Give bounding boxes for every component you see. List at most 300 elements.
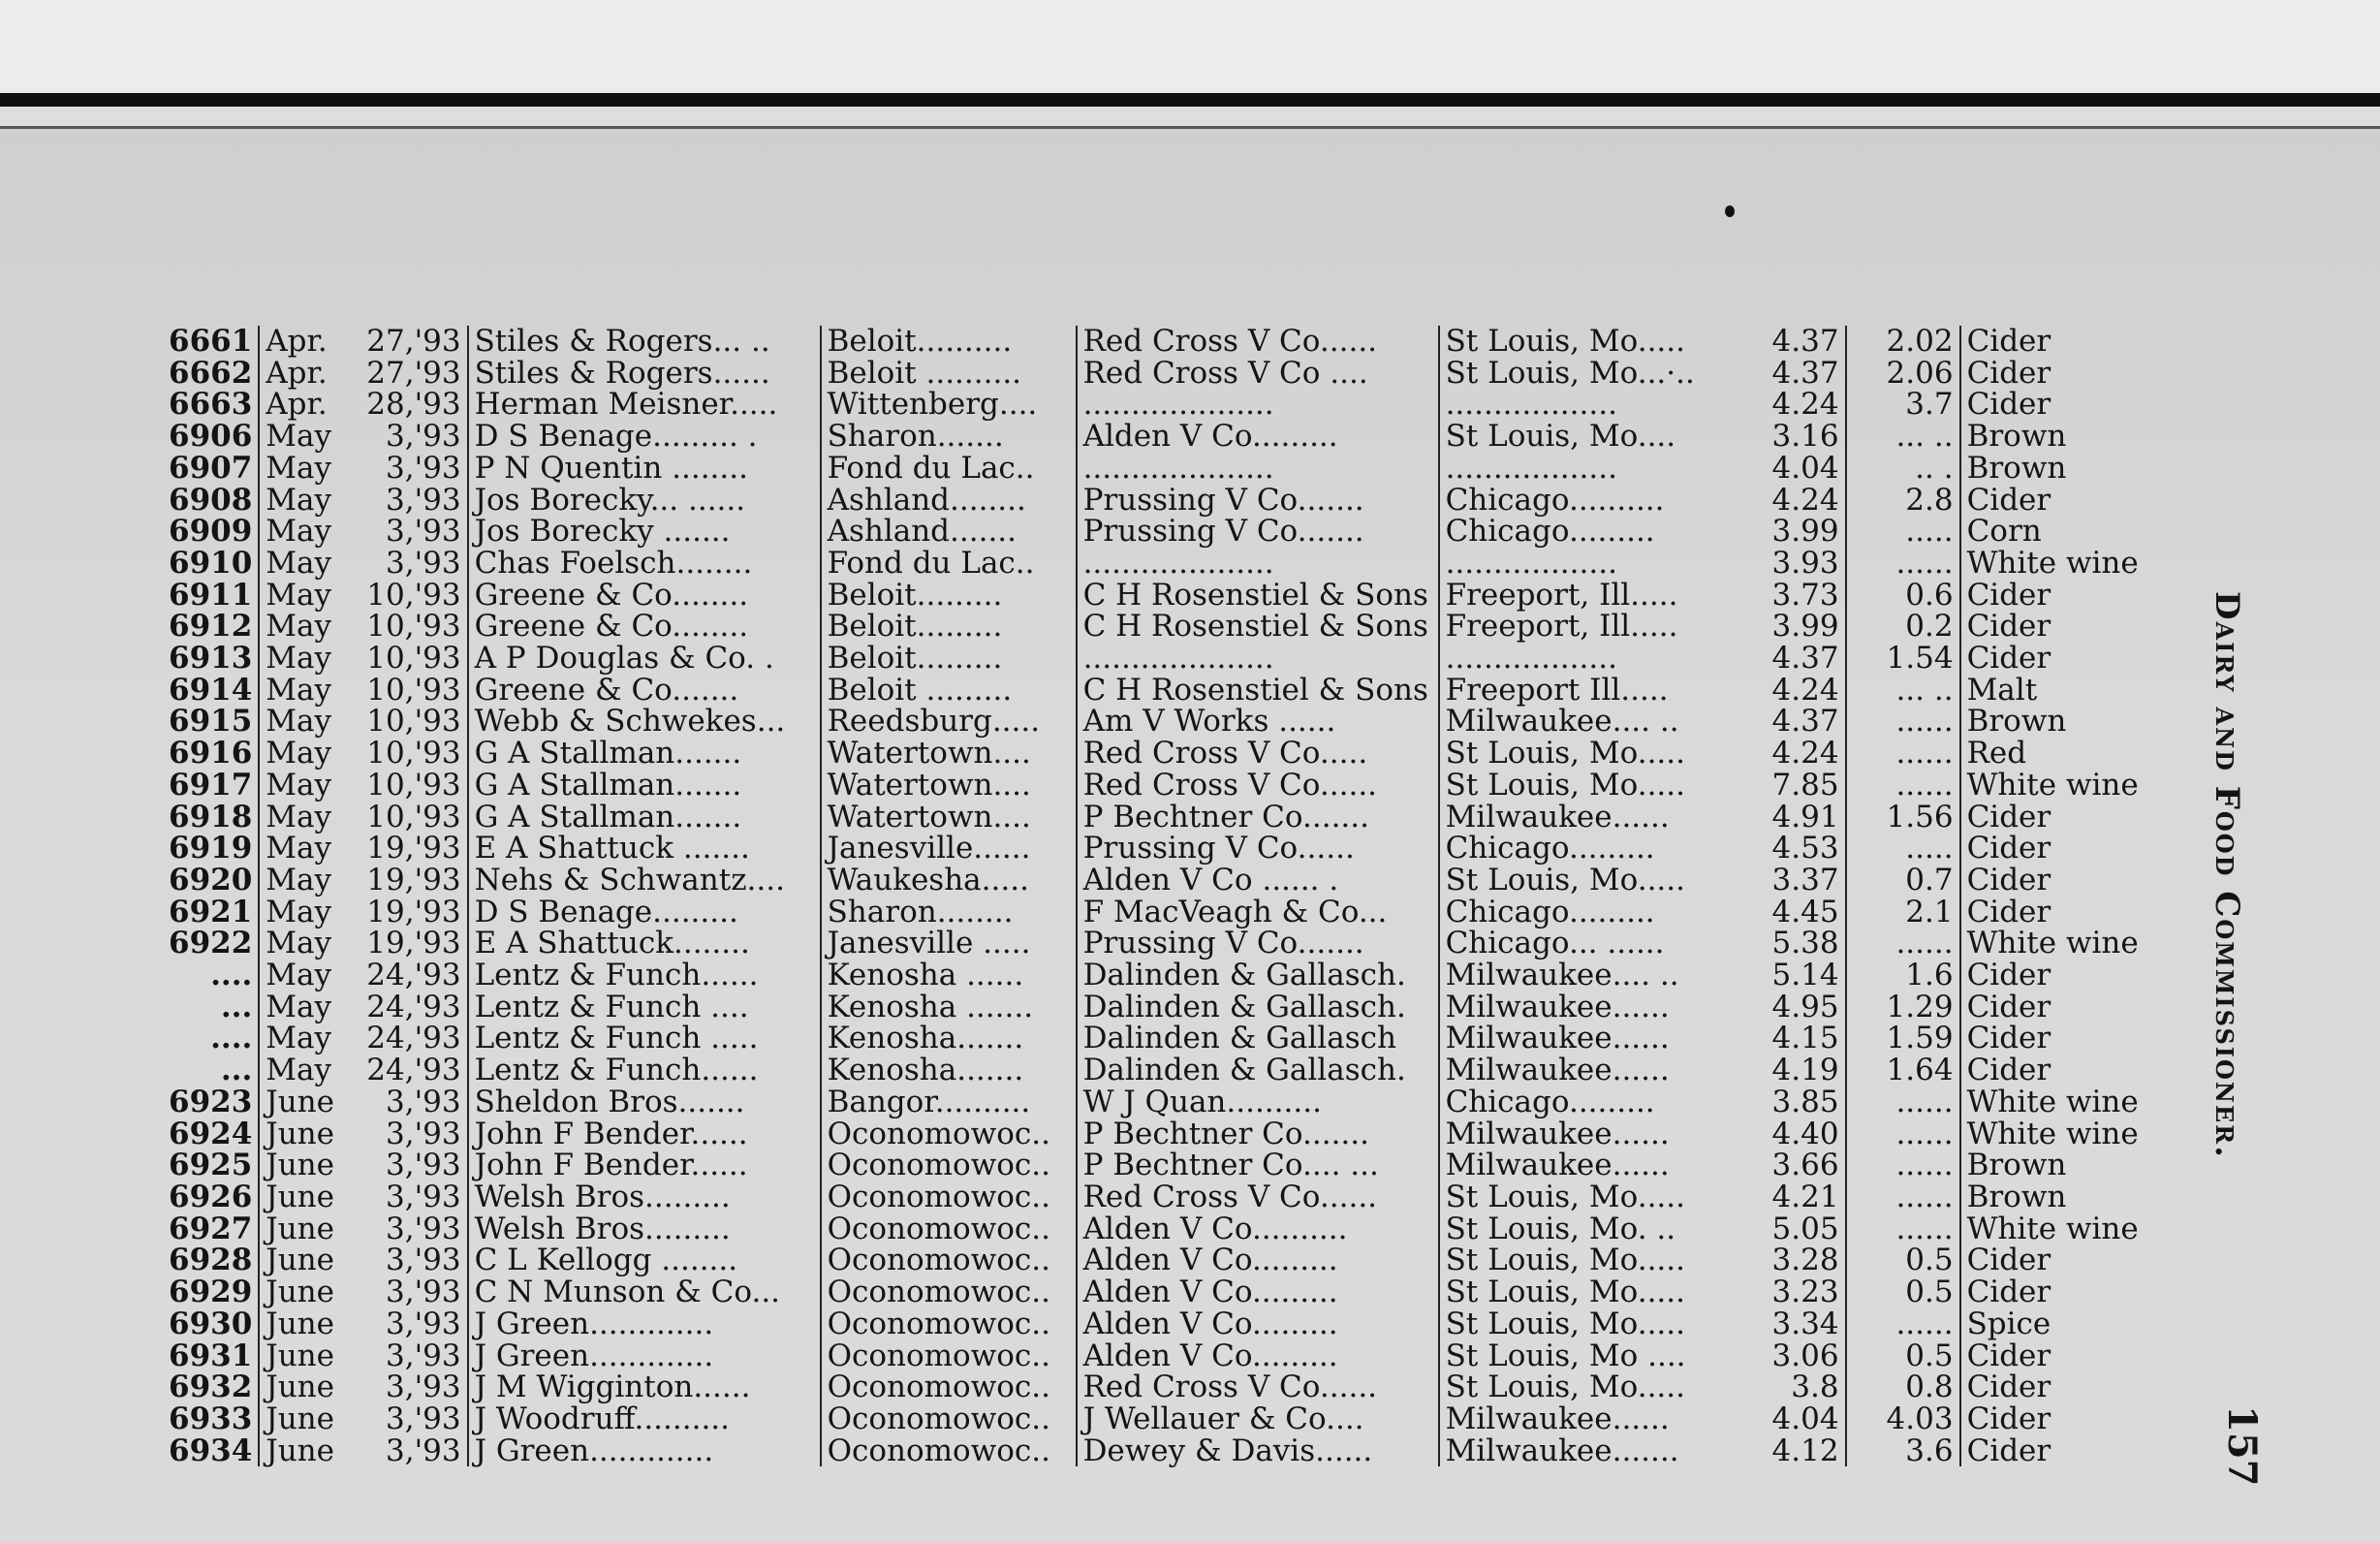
- sample-number: 6929: [163, 1276, 259, 1308]
- date-month: May: [266, 577, 332, 613]
- table-row: [163, 928, 2225, 960]
- manufacturer-name: Red Cross V Co......: [1077, 770, 1439, 802]
- date-day: 19,'93: [360, 833, 467, 865]
- dealer-name: C N Munson & Co...: [468, 1276, 821, 1308]
- date-day: 3,'93: [360, 1213, 467, 1245]
- vinegar-kind: Brown: [1966, 704, 2067, 740]
- vinegar-kind: White wine: [1966, 1084, 2139, 1119]
- value-first: 4.24: [1733, 389, 1846, 421]
- manufacturer-name: Alden V Co.........: [1077, 421, 1439, 453]
- value-second: 1.6: [1846, 960, 1960, 992]
- date-day: 3,'93: [360, 453, 467, 485]
- table-row: [163, 611, 2225, 643]
- dealer-town: Kenosha .......: [821, 992, 1077, 1023]
- table-row: [163, 1118, 2225, 1150]
- date-day: 3,'93: [360, 1308, 467, 1340]
- value-first: 3.73: [1733, 580, 1846, 612]
- value-first: 4.15: [1733, 1023, 1846, 1055]
- date-day: 3,'93: [360, 1118, 467, 1150]
- date-day: 24,'93: [360, 1023, 467, 1055]
- value-second: 2.8: [1846, 485, 1960, 517]
- vinegar-kind: Brown: [1966, 1179, 2067, 1214]
- dealer-name: Greene & Co.......: [468, 675, 821, 707]
- dealer-name: Jos Borecky .......: [468, 516, 821, 548]
- date-day: 3,'93: [360, 548, 467, 580]
- date-month: June: [266, 1275, 334, 1310]
- table-row: [163, 960, 2225, 992]
- date-day: 3,'93: [360, 421, 467, 453]
- date-day: 3,'93: [360, 1371, 467, 1403]
- sample-number: 6915: [163, 706, 259, 738]
- value-second: 0.6: [1846, 580, 1960, 612]
- manufacturer-name: Alden V Co.........: [1077, 1308, 1439, 1340]
- date-month: May: [266, 450, 332, 486]
- manufacturer-name: ....................: [1077, 453, 1439, 485]
- dealer-name: J Green.............: [468, 1435, 821, 1467]
- sample-ledger-table: [163, 326, 2225, 1466]
- manufacturer-name: Dewey & Davis......: [1077, 1435, 1439, 1467]
- dealer-name: Chas Foelsch........: [468, 548, 821, 580]
- manufacturer-name: J Wellauer & Co....: [1077, 1403, 1439, 1435]
- table-row: [163, 1181, 2225, 1213]
- manufacturer-address: Freeport, Ill.....: [1445, 577, 1678, 613]
- dealer-name: Herman Meisner.....: [468, 389, 821, 421]
- value-second: 2.02: [1846, 326, 1960, 358]
- manufacturer-address: ..................: [1445, 545, 1617, 581]
- value-second: ... ..: [1846, 675, 1960, 707]
- manufacturer-address: St Louis, Mo. ..: [1445, 1211, 1676, 1246]
- value-second: 2.06: [1846, 358, 1960, 390]
- manufacturer-name: Red Cross V Co......: [1077, 1181, 1439, 1213]
- date-day: 10,'93: [360, 643, 467, 675]
- manufacturer-address: Milwaukee.... ..: [1445, 958, 1679, 993]
- value-second: 1.29: [1846, 992, 1960, 1023]
- sample-number: 6906: [163, 421, 259, 453]
- table-row: [163, 675, 2225, 707]
- date-day: 3,'93: [360, 1181, 467, 1213]
- dealer-town: Oconomowoc..: [821, 1308, 1077, 1340]
- manufacturer-address: St Louis, Mo.....: [1445, 324, 1685, 359]
- table-row: [163, 326, 2225, 358]
- manufacturer-name: Prussing V Co.......: [1077, 516, 1439, 548]
- value-second: 1.64: [1846, 1055, 1960, 1086]
- manufacturer-name: Dalinden & Gallasch.: [1077, 1055, 1439, 1086]
- date-month: May: [266, 1053, 332, 1088]
- date-day: 3,'93: [360, 485, 467, 517]
- dealer-town: Janesville .....: [821, 928, 1077, 960]
- manufacturer-address: Milwaukee.......: [1445, 1433, 1679, 1468]
- date-day: 27,'93: [360, 358, 467, 390]
- vinegar-kind: Cider: [1966, 609, 2051, 645]
- manufacturer-address: St Louis, Mo.....: [1445, 767, 1685, 803]
- value-second: 0.7: [1846, 865, 1960, 897]
- manufacturer-name: P Bechtner Co.......: [1077, 802, 1439, 834]
- manufacturer-name: Prussing V Co.......: [1077, 928, 1439, 960]
- dealer-town: Kenosha.......: [821, 1023, 1077, 1055]
- dealer-town: Kenosha ......: [821, 960, 1077, 992]
- value-second: 1.56: [1846, 802, 1960, 834]
- dealer-town: Waukesha.....: [821, 865, 1077, 897]
- date-day: 10,'93: [360, 580, 467, 612]
- value-first: 4.95: [1733, 992, 1846, 1023]
- table-row: [163, 1435, 2225, 1467]
- dealer-town: Oconomowoc..: [821, 1276, 1077, 1308]
- date-day: 28,'93: [360, 389, 467, 421]
- manufacturer-address: Chicago.........: [1445, 831, 1655, 866]
- sample-number: 6913: [163, 643, 259, 675]
- value-second: 0.5: [1846, 1340, 1960, 1372]
- dealer-town: Oconomowoc..: [821, 1149, 1077, 1181]
- vinegar-kind: White wine: [1966, 1116, 2139, 1151]
- table-row: [163, 1371, 2225, 1403]
- vinegar-kind: Cider: [1966, 324, 2051, 359]
- value-first: 4.37: [1733, 643, 1846, 675]
- vinegar-kind: Brown: [1966, 419, 2067, 455]
- dealer-town: Oconomowoc..: [821, 1403, 1077, 1435]
- sample-number: 6932: [163, 1371, 259, 1403]
- manufacturer-address: Freeport Ill.....: [1445, 672, 1669, 708]
- vinegar-kind: Cider: [1966, 577, 2051, 613]
- value-second: ......: [1846, 770, 1960, 802]
- dealer-town: Kenosha.......: [821, 1055, 1077, 1086]
- date-month: May: [266, 799, 332, 834]
- manufacturer-address: St Louis, Mo ....: [1445, 1338, 1686, 1373]
- sample-number: 6920: [163, 865, 259, 897]
- table-row: [163, 453, 2225, 485]
- vinegar-kind: Cider: [1966, 355, 2051, 391]
- dealer-town: Fond du Lac..: [821, 548, 1077, 580]
- sample-number: 6925: [163, 1149, 259, 1181]
- sample-number: 6926: [163, 1181, 259, 1213]
- sample-number: 6924: [163, 1118, 259, 1150]
- manufacturer-name: Alden V Co..........: [1077, 1213, 1439, 1245]
- dealer-name: A P Douglas & Co. .: [468, 643, 821, 675]
- date-month: June: [266, 1401, 334, 1436]
- table-row: [163, 738, 2225, 770]
- value-second: ......: [1846, 1086, 1960, 1118]
- value-second: 1.59: [1846, 1023, 1960, 1055]
- date-day: 10,'93: [360, 611, 467, 643]
- date-day: 19,'93: [360, 865, 467, 897]
- manufacturer-name: Alden V Co.........: [1077, 1276, 1439, 1308]
- date-day: 24,'93: [360, 960, 467, 992]
- date-day: 3,'93: [360, 1403, 467, 1435]
- sample-number: 6662: [163, 358, 259, 390]
- value-second: ......: [1846, 1181, 1960, 1213]
- dealer-town: Beloit.........: [821, 580, 1077, 612]
- manufacturer-name: Am V Works ......: [1077, 706, 1439, 738]
- manufacturer-address: St Louis, Mo.....: [1445, 1370, 1685, 1405]
- sample-number: 6911: [163, 580, 259, 612]
- dealer-name: P N Quentin ........: [468, 453, 821, 485]
- vinegar-kind: Cider: [1966, 1370, 2051, 1405]
- vinegar-kind: Cider: [1966, 989, 2051, 1024]
- vinegar-kind: Brown: [1966, 450, 2067, 486]
- sample-number: 6907: [163, 453, 259, 485]
- manufacturer-address: St Louis, Mo.....: [1445, 1243, 1685, 1278]
- date-month: May: [266, 736, 332, 772]
- dealer-name: G A Stallman.......: [468, 738, 821, 770]
- manufacturer-name: W J Quan..........: [1077, 1086, 1439, 1118]
- date-day: 3,'93: [360, 1244, 467, 1276]
- value-second: ......: [1846, 1149, 1960, 1181]
- table-row: [163, 1308, 2225, 1340]
- date-day: 3,'93: [360, 516, 467, 548]
- vinegar-kind: Cider: [1966, 1021, 2051, 1056]
- dealer-name: Welsh Bros.........: [468, 1181, 821, 1213]
- manufacturer-address: ..................: [1445, 450, 1617, 486]
- manufacturer-address: Milwaukee......: [1445, 799, 1670, 834]
- date-month: May: [266, 926, 332, 961]
- sample-number: 6914: [163, 675, 259, 707]
- sample-number: 6663: [163, 389, 259, 421]
- manufacturer-address: Chicago... ......: [1445, 926, 1665, 961]
- date-day: 27,'93: [360, 326, 467, 358]
- sample-number: 6928: [163, 1244, 259, 1276]
- date-month: May: [266, 831, 332, 866]
- value-first: 4.21: [1733, 1181, 1846, 1213]
- value-first: 3.37: [1733, 865, 1846, 897]
- date-month: Apr.: [266, 355, 328, 391]
- dealer-name: E A Shattuck........: [468, 928, 821, 960]
- vinegar-kind: White wine: [1966, 767, 2139, 803]
- binding-rule-thick: [0, 93, 2380, 107]
- table-row: [163, 421, 2225, 453]
- table-row: [163, 802, 2225, 834]
- dealer-town: Oconomowoc..: [821, 1435, 1077, 1467]
- date-day: 10,'93: [360, 738, 467, 770]
- dealer-town: Oconomowoc..: [821, 1340, 1077, 1372]
- manufacturer-address: Milwaukee.... ..: [1445, 704, 1679, 740]
- date-month: May: [266, 958, 332, 993]
- value-second: ......: [1846, 738, 1960, 770]
- manufacturer-address: ..................: [1445, 387, 1617, 423]
- manufacturer-address: Milwaukee......: [1445, 1401, 1670, 1436]
- manufacturer-address: Milwaukee......: [1445, 989, 1670, 1024]
- dealer-town: Beloit..........: [821, 326, 1077, 358]
- date-month: June: [266, 1116, 334, 1151]
- dealer-name: C L Kellogg ........: [468, 1244, 821, 1276]
- sample-number: 6934: [163, 1435, 259, 1467]
- manufacturer-address: ..................: [1445, 641, 1617, 677]
- value-first: 4.19: [1733, 1055, 1846, 1086]
- dealer-town: Sharon........: [821, 897, 1077, 929]
- manufacturer-address: Milwaukee......: [1445, 1148, 1670, 1183]
- value-first: 4.04: [1733, 1403, 1846, 1435]
- vinegar-kind: Malt: [1966, 672, 2038, 708]
- date-month: May: [266, 672, 332, 708]
- table-row: [163, 1213, 2225, 1245]
- table-row: [163, 389, 2225, 421]
- value-first: 4.24: [1733, 675, 1846, 707]
- dealer-town: Bangor..........: [821, 1086, 1077, 1118]
- value-first: 5.14: [1733, 960, 1846, 992]
- vinegar-kind: Brown: [1966, 1148, 2067, 1183]
- date-month: June: [266, 1338, 334, 1373]
- dealer-name: Lentz & Funch .....: [468, 1023, 821, 1055]
- sample-number: 6919: [163, 833, 259, 865]
- sample-number: 6918: [163, 802, 259, 834]
- dealer-name: G A Stallman.......: [468, 802, 821, 834]
- dealer-name: Lentz & Funch ....: [468, 992, 821, 1023]
- value-first: 5.05: [1733, 1213, 1846, 1245]
- manufacturer-name: Dalinden & Gallasch.: [1077, 960, 1439, 992]
- dealer-town: Wittenberg....: [821, 389, 1077, 421]
- value-first: 4.37: [1733, 326, 1846, 358]
- table-row: [163, 865, 2225, 897]
- value-first: 4.24: [1733, 738, 1846, 770]
- value-second: ......: [1846, 706, 1960, 738]
- date-month: May: [266, 862, 332, 897]
- dealer-town: Watertown....: [821, 738, 1077, 770]
- table-row: [163, 548, 2225, 580]
- value-first: 4.37: [1733, 358, 1846, 390]
- running-title: Dairy and Food Commissioner.: [2208, 591, 2246, 1159]
- dealer-town: Oconomowoc..: [821, 1213, 1077, 1245]
- manufacturer-name: C H Rosenstiel & Sons: [1077, 611, 1439, 643]
- sample-number: 6923: [163, 1086, 259, 1118]
- date-month: May: [266, 641, 332, 677]
- value-first: 3.85: [1733, 1086, 1846, 1118]
- dealer-name: Stiles & Rogers......: [468, 358, 821, 390]
- value-second: ......: [1846, 1308, 1960, 1340]
- date-month: May: [266, 545, 332, 581]
- manufacturer-name: Dalinden & Gallasch.: [1077, 992, 1439, 1023]
- value-first: 4.04: [1733, 453, 1846, 485]
- value-second: 3.7: [1846, 389, 1960, 421]
- value-second: 0.5: [1846, 1276, 1960, 1308]
- date-month: May: [266, 767, 332, 803]
- sample-number: 6912: [163, 611, 259, 643]
- date-month: June: [266, 1211, 334, 1246]
- dealer-name: Jos Borecky... ......: [468, 485, 821, 517]
- dealer-town: Oconomowoc..: [821, 1118, 1077, 1150]
- vinegar-kind: Cider: [1966, 482, 2051, 518]
- date-month: May: [266, 419, 332, 455]
- table-row: [163, 1055, 2225, 1086]
- vinegar-kind: Cider: [1966, 1243, 2051, 1278]
- scan-top-margin: [0, 0, 2380, 97]
- table-row: [163, 1403, 2225, 1435]
- dealer-town: Fond du Lac..: [821, 453, 1077, 485]
- value-first: 3.16: [1733, 421, 1846, 453]
- manufacturer-name: Red Cross V Co ....: [1077, 358, 1439, 390]
- table-row: [163, 833, 2225, 865]
- value-first: 5.38: [1733, 928, 1846, 960]
- value-second: 1.54: [1846, 643, 1960, 675]
- manufacturer-address: Milwaukee......: [1445, 1021, 1670, 1056]
- value-first: 4.24: [1733, 485, 1846, 517]
- vinegar-kind: Cider: [1966, 831, 2051, 866]
- dealer-name: Sheldon Bros.......: [468, 1086, 821, 1118]
- date-month: May: [266, 1021, 332, 1056]
- sample-number: ....: [163, 1023, 259, 1055]
- sample-number: ....: [163, 960, 259, 992]
- manufacturer-address: St Louis, Mo.....: [1445, 1179, 1685, 1214]
- sample-number: 6908: [163, 485, 259, 517]
- dealer-town: Ashland.......: [821, 516, 1077, 548]
- date-month: June: [266, 1370, 334, 1405]
- manufacturer-address: Milwaukee......: [1445, 1116, 1670, 1151]
- table-row: [163, 706, 2225, 738]
- date-month: June: [266, 1179, 334, 1214]
- sample-number: 6927: [163, 1213, 259, 1245]
- date-day: 3,'93: [360, 1086, 467, 1118]
- dealer-town: Watertown....: [821, 802, 1077, 834]
- dealer-name: Welsh Bros.........: [468, 1213, 821, 1245]
- dealer-name: Nehs & Schwantz....: [468, 865, 821, 897]
- sample-number: ...: [163, 1055, 259, 1086]
- value-second: ......: [1846, 548, 1960, 580]
- value-first: 7.85: [1733, 770, 1846, 802]
- sample-number: ...: [163, 992, 259, 1023]
- dealer-town: Beloit.........: [821, 611, 1077, 643]
- dealer-town: Watertown....: [821, 770, 1077, 802]
- manufacturer-address: St Louis, Mo.....: [1445, 1275, 1685, 1310]
- value-first: 4.91: [1733, 802, 1846, 834]
- dealer-name: John F Bender......: [468, 1118, 821, 1150]
- manufacturer-address: Chicago.........: [1445, 514, 1655, 550]
- vinegar-kind: White wine: [1966, 545, 2139, 581]
- dealer-name: J Green.............: [468, 1340, 821, 1372]
- value-first: 3.34: [1733, 1308, 1846, 1340]
- sample-number: 6933: [163, 1403, 259, 1435]
- vinegar-kind: Cider: [1966, 641, 2051, 677]
- manufacturer-name: Alden V Co ...... .: [1077, 865, 1439, 897]
- dealer-name: G A Stallman.......: [468, 770, 821, 802]
- date-month: May: [266, 514, 332, 550]
- sample-number: 6661: [163, 326, 259, 358]
- dealer-town: Sharon.......: [821, 421, 1077, 453]
- dealer-name: J Woodruff..........: [468, 1403, 821, 1435]
- dealer-name: Greene & Co........: [468, 580, 821, 612]
- value-second: 0.2: [1846, 611, 1960, 643]
- value-first: 4.37: [1733, 706, 1846, 738]
- date-month: May: [266, 894, 332, 929]
- value-second: 4.03: [1846, 1403, 1960, 1435]
- value-first: 4.12: [1733, 1435, 1846, 1467]
- date-day: 19,'93: [360, 897, 467, 929]
- dealer-name: D S Benage.........: [468, 897, 821, 929]
- table-row: [163, 1244, 2225, 1276]
- manufacturer-address: St Louis, Mo....: [1445, 419, 1676, 455]
- manufacturer-name: ....................: [1077, 389, 1439, 421]
- vinegar-kind: Cider: [1966, 1401, 2051, 1436]
- table-row: [163, 580, 2225, 612]
- dealer-town: Oconomowoc..: [821, 1371, 1077, 1403]
- date-day: 10,'93: [360, 770, 467, 802]
- vinegar-kind: Cider: [1966, 1433, 2051, 1468]
- date-month: June: [266, 1148, 334, 1183]
- dealer-town: Janesville......: [821, 833, 1077, 865]
- dealer-town: Reedsburg.....: [821, 706, 1077, 738]
- dealer-name: E A Shattuck .......: [468, 833, 821, 865]
- date-month: June: [266, 1433, 334, 1468]
- table-row: [163, 1086, 2225, 1118]
- sample-number: 6917: [163, 770, 259, 802]
- manufacturer-name: ....................: [1077, 548, 1439, 580]
- manufacturer-address: Chicago..........: [1445, 482, 1665, 518]
- value-first: 4.40: [1733, 1118, 1846, 1150]
- dealer-name: Lentz & Funch......: [468, 1055, 821, 1086]
- sample-number: 6931: [163, 1340, 259, 1372]
- date-day: 10,'93: [360, 675, 467, 707]
- sample-number: 6921: [163, 897, 259, 929]
- dealer-name: John F Bender......: [468, 1149, 821, 1181]
- value-second: 0.5: [1846, 1244, 1960, 1276]
- date-month: Apr.: [266, 387, 328, 423]
- value-second: .....: [1846, 833, 1960, 865]
